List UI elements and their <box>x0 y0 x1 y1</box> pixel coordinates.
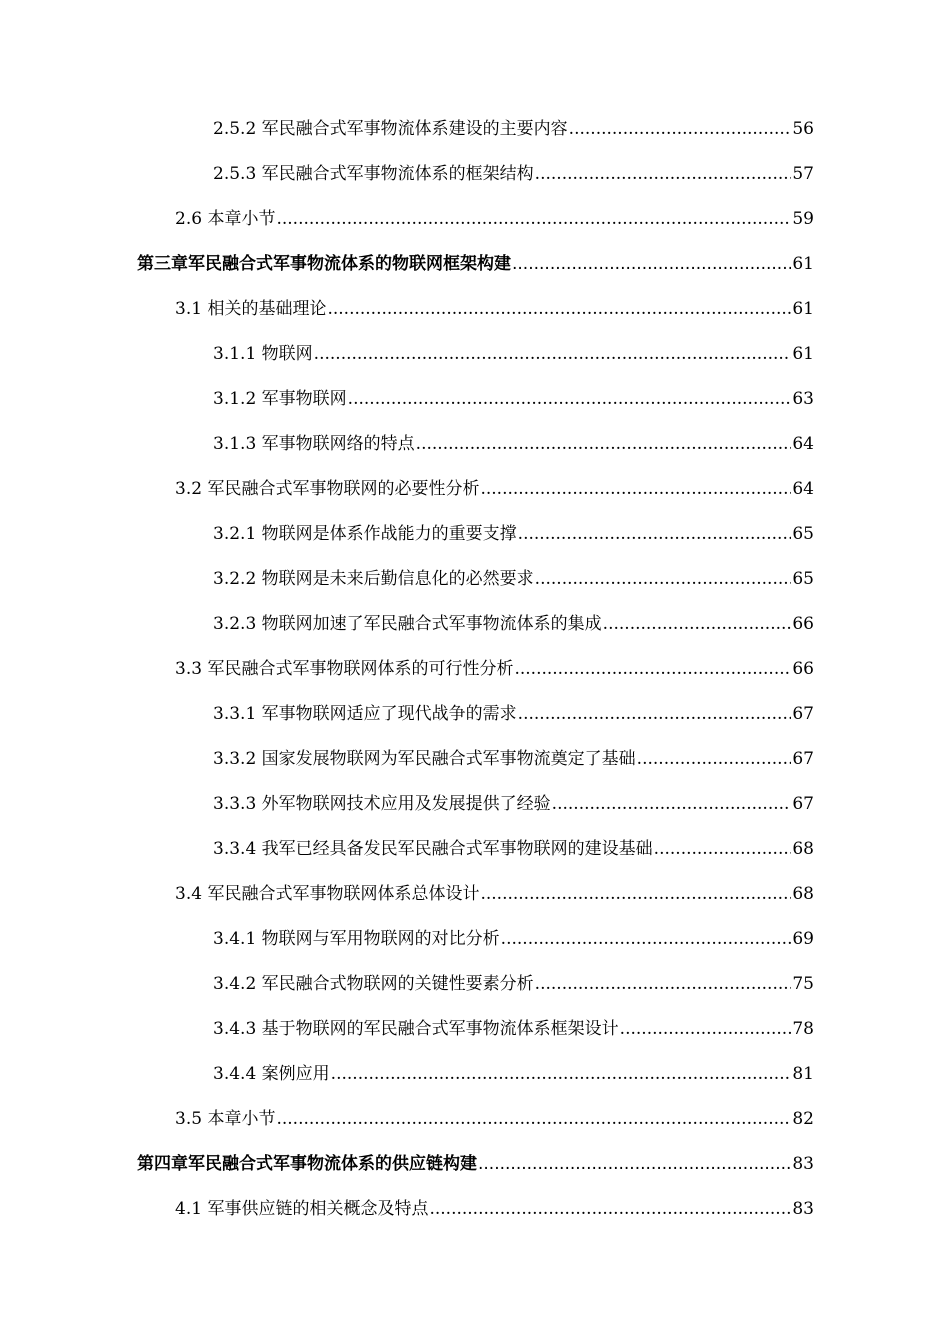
toc-entry[interactable] <box>0 1094 950 1139</box>
toc-dot-leader <box>552 794 792 814</box>
toc-entry[interactable] <box>0 104 950 149</box>
toc-page-number: 57 <box>792 164 814 184</box>
toc-page-number: 61 <box>792 344 814 364</box>
toc-entry[interactable] <box>0 374 950 419</box>
toc-entry-title: 3.1 相关的基础理论 <box>175 299 327 319</box>
toc-dot-leader <box>314 344 792 364</box>
toc-dot-leader <box>276 209 791 229</box>
toc-entry-row <box>213 339 950 364</box>
toc-entry-row <box>213 384 950 409</box>
toc-dot-leader <box>416 434 792 454</box>
toc-page-number: 66 <box>792 659 814 679</box>
toc-entry-row <box>213 429 950 454</box>
toc-entry-row <box>137 249 950 274</box>
toc-dot-leader <box>480 884 791 904</box>
toc-entry-title: 3.1.3 军事物联网络的特点 <box>213 434 415 454</box>
toc-entry-title: 3.4.4 案例应用 <box>213 1064 330 1084</box>
toc-page-number: 65 <box>792 569 814 589</box>
toc-entry-row <box>175 1104 950 1129</box>
toc-entry-row <box>213 924 950 949</box>
toc-entry-row <box>213 834 950 859</box>
toc-entry[interactable] <box>0 869 950 914</box>
toc-entry[interactable] <box>0 284 950 329</box>
toc-entry-row <box>213 699 950 724</box>
toc-entry-row <box>213 114 950 139</box>
toc-entry[interactable] <box>0 239 950 284</box>
toc-dot-leader <box>480 479 791 499</box>
toc-entry-title: 3.2.1 物联网是体系作战能力的重要支撑 <box>213 524 517 544</box>
toc-dot-leader <box>429 1199 791 1219</box>
toc-page-number: 67 <box>792 794 814 814</box>
toc-entry-row <box>175 654 950 679</box>
toc-entry-title: 3.4.3 基于物联网的军民融合式军事物流体系框架设计 <box>213 1019 619 1039</box>
toc-entry-title: 第四章军民融合式军事物流体系的供应链构建 <box>137 1154 477 1174</box>
toc-entry-title: 3.3 军民融合式军事物联网体系的可行性分析 <box>175 659 514 679</box>
toc-page-number: 61 <box>792 254 814 274</box>
toc-page-number: 78 <box>792 1019 814 1039</box>
toc-entry[interactable] <box>0 419 950 464</box>
toc-dot-leader <box>637 749 792 769</box>
toc-entry[interactable] <box>0 149 950 194</box>
toc-entry-row <box>175 879 950 904</box>
toc-entry-row <box>213 969 950 994</box>
toc-entry[interactable] <box>0 554 950 599</box>
toc-dot-leader <box>478 1154 791 1174</box>
table-of-contents <box>0 104 950 1229</box>
toc-entry[interactable] <box>0 1184 950 1229</box>
toc-dot-leader <box>512 254 791 274</box>
toc-page-number: 67 <box>792 749 814 769</box>
toc-dot-leader <box>603 614 792 634</box>
toc-page-number: 59 <box>792 209 814 229</box>
toc-entry-row <box>213 519 950 544</box>
toc-page-number: 75 <box>792 974 814 994</box>
toc-entry-title: 3.5 本章小节 <box>175 1109 276 1129</box>
toc-entry-title: 4.1 军事供应链的相关概念及特点 <box>175 1199 429 1219</box>
toc-entry-title: 3.4.2 军民融合式物联网的关键性要素分析 <box>213 974 534 994</box>
toc-entry[interactable] <box>0 824 950 869</box>
toc-entry[interactable] <box>0 1004 950 1049</box>
toc-entry-row <box>213 609 950 634</box>
toc-page-number: 66 <box>792 614 814 634</box>
toc-entry-row <box>213 564 950 589</box>
toc-entry-row <box>213 1059 950 1084</box>
toc-dot-leader <box>514 659 791 679</box>
toc-dot-leader <box>501 929 792 949</box>
toc-entry[interactable] <box>0 464 950 509</box>
toc-entry[interactable] <box>0 734 950 779</box>
toc-entry-title: 3.3.1 军事物联网适应了现代战争的需求 <box>213 704 517 724</box>
toc-entry-title: 3.3.2 国家发展物联网为军民融合式军事物流奠定了基础 <box>213 749 636 769</box>
toc-entry-row <box>213 789 950 814</box>
toc-entry-row <box>213 1014 950 1039</box>
toc-dot-leader <box>348 389 792 409</box>
toc-page-number: 83 <box>792 1199 814 1219</box>
toc-entry[interactable] <box>0 959 950 1004</box>
toc-page-number: 83 <box>792 1154 814 1174</box>
toc-entry-row <box>213 744 950 769</box>
toc-entry[interactable] <box>0 779 950 824</box>
toc-page-number: 65 <box>792 524 814 544</box>
toc-entry-title: 3.4.1 物联网与军用物联网的对比分析 <box>213 929 500 949</box>
toc-entry-row <box>175 1194 950 1219</box>
toc-page-number: 56 <box>792 119 814 139</box>
toc-entry-title: 3.2.2 物联网是未来后勤信息化的必然要求 <box>213 569 534 589</box>
toc-dot-leader <box>535 569 792 589</box>
toc-entry-title: 3.3.4 我军已经具备发民军民融合式军事物联网的建设基础 <box>213 839 653 859</box>
toc-entry[interactable] <box>0 914 950 959</box>
toc-entry-title: 2.5.3 军民融合式军事物流体系的框架结构 <box>213 164 534 184</box>
toc-page-number: 64 <box>792 479 814 499</box>
toc-entry-title: 3.2 军民融合式军事物联网的必要性分析 <box>175 479 480 499</box>
toc-entry[interactable] <box>0 644 950 689</box>
toc-entry-title: 第三章军民融合式军事物流体系的物联网框架构建 <box>137 254 511 274</box>
toc-page-number: 67 <box>792 704 814 724</box>
toc-entry-row <box>175 204 950 229</box>
toc-page-number: 61 <box>792 299 814 319</box>
toc-entry[interactable] <box>0 599 950 644</box>
toc-dot-leader <box>518 704 792 724</box>
toc-page-number: 68 <box>792 884 814 904</box>
toc-entry-row <box>213 159 950 184</box>
toc-dot-leader <box>535 164 792 184</box>
toc-entry-title: 3.1.1 物联网 <box>213 344 313 364</box>
toc-dot-leader <box>654 839 792 859</box>
toc-dot-leader <box>620 1019 792 1039</box>
toc-page-number: 63 <box>792 389 814 409</box>
toc-dot-leader <box>535 974 792 994</box>
toc-entry-row <box>175 294 950 319</box>
toc-entry[interactable] <box>0 194 950 239</box>
toc-entry-title: 3.1.2 军事物联网 <box>213 389 347 409</box>
toc-entry[interactable] <box>0 329 950 374</box>
toc-entry[interactable] <box>0 1139 950 1184</box>
toc-entry-row <box>137 1149 950 1174</box>
toc-page-number: 69 <box>792 929 814 949</box>
toc-entry-title: 2.6 本章小节 <box>175 209 276 229</box>
toc-page-number: 82 <box>792 1109 814 1129</box>
toc-entry[interactable] <box>0 689 950 734</box>
toc-dot-leader <box>518 524 792 544</box>
toc-entry-title: 3.2.3 物联网加速了军民融合式军事物流体系的集成 <box>213 614 602 634</box>
toc-entry[interactable] <box>0 1049 950 1094</box>
toc-dot-leader <box>276 1109 791 1129</box>
toc-entry[interactable] <box>0 509 950 554</box>
toc-dot-leader <box>569 119 792 139</box>
toc-entry-row <box>175 474 950 499</box>
toc-dot-leader <box>331 1064 792 1084</box>
toc-page-number: 81 <box>792 1064 814 1084</box>
toc-page-number: 68 <box>792 839 814 859</box>
toc-page-number: 64 <box>792 434 814 454</box>
toc-entry-title: 2.5.2 军民融合式军事物流体系建设的主要内容 <box>213 119 568 139</box>
toc-entry-title: 3.3.3 外军物联网技术应用及发展提供了经验 <box>213 794 551 814</box>
toc-dot-leader <box>327 299 791 319</box>
toc-entry-title: 3.4 军民融合式军事物联网体系总体设计 <box>175 884 480 904</box>
